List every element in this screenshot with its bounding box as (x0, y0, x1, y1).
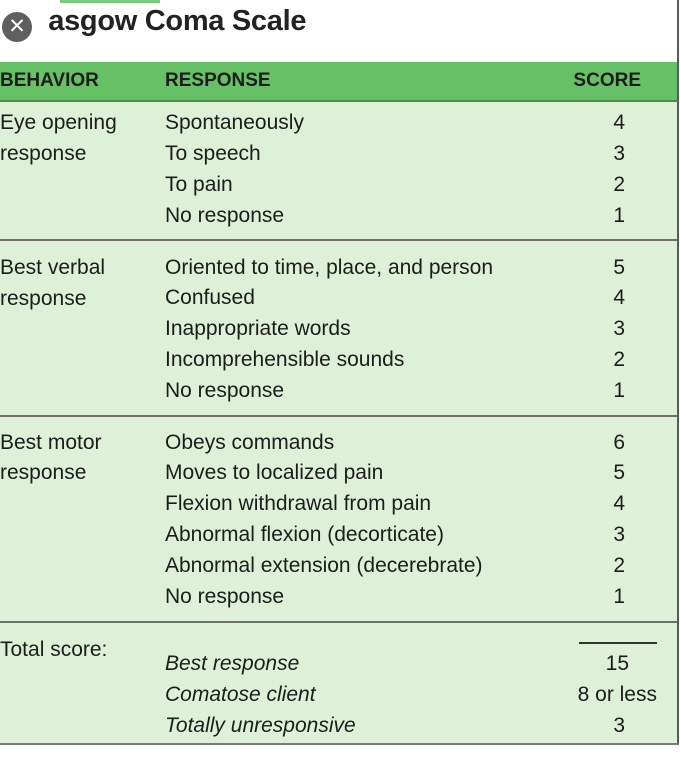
response-text: Spontaneously (165, 111, 304, 134)
title-accent-bar (60, 0, 160, 3)
section-divider (0, 621, 677, 623)
score-value: 5 (613, 256, 625, 279)
score-blank-line (579, 642, 657, 644)
score-value: 2 (613, 173, 625, 196)
behavior-label-line-2: response (0, 461, 87, 484)
score-value: 5 (613, 461, 625, 484)
response-text: Moves to localized pain (165, 461, 384, 484)
response-text: Incomprehensible sounds (165, 348, 405, 371)
behavior-label-line-1: Best verbal (0, 256, 106, 279)
response-text: No response (165, 379, 285, 402)
behavior-label-line-2: response (0, 287, 87, 310)
behavior-label-line-1: Eye opening (0, 111, 117, 134)
response-text: To pain (165, 173, 233, 196)
score-value: 6 (613, 431, 625, 454)
score-value: 3 (613, 317, 625, 340)
title-bar (0, 0, 679, 62)
score-value: 3 (613, 523, 625, 546)
total-score-value: 8 or less (577, 683, 657, 706)
table-header-row (0, 62, 679, 102)
section-best-motor (0, 428, 677, 618)
score-value: 3 (613, 142, 625, 165)
section-total (0, 635, 677, 745)
header-response: RESPONSE (165, 70, 271, 91)
total-response-text: Best response (165, 652, 300, 675)
response-text: Flexion withdrawal from pain (165, 492, 432, 515)
section-divider (0, 239, 677, 241)
header-behavior: BEHAVIOR (0, 70, 99, 91)
total-score-value: 3 (613, 714, 625, 737)
behavior-label-line-1: Best motor (0, 431, 102, 454)
response-text: Confused (165, 286, 255, 309)
table-body (0, 102, 679, 745)
header-score: SCORE (573, 70, 641, 91)
score-value: 1 (613, 379, 625, 402)
response-text: No response (165, 204, 285, 227)
score-value: 1 (613, 204, 625, 227)
score-value: 4 (613, 111, 625, 134)
total-response-text: Totally unresponsive (165, 714, 356, 737)
section-eye-opening (0, 108, 677, 238)
score-value: 1 (613, 585, 625, 608)
section-divider (0, 415, 677, 417)
score-value: 4 (613, 492, 625, 515)
section-best-verbal (0, 253, 677, 413)
total-score-value: 15 (605, 652, 629, 675)
score-value: 2 (613, 554, 625, 577)
response-text: Oriented to time, place, and person (165, 256, 494, 279)
response-text: No response (165, 585, 285, 608)
response-text: Abnormal flexion (decorticate) (165, 523, 444, 546)
behavior-label-line-2: response (0, 142, 87, 165)
total-response-text: Comatose client (165, 683, 316, 706)
score-value: 2 (613, 348, 625, 371)
close-icon[interactable]: ✕ (2, 12, 32, 42)
response-text: Abnormal extension (decerebrate) (165, 554, 483, 577)
response-text: Inappropriate words (165, 317, 351, 340)
response-text: To speech (165, 142, 261, 165)
page-title: asgow Coma Scale (48, 5, 307, 37)
score-value: 4 (613, 286, 625, 309)
total-score-label: Total score: (0, 638, 108, 661)
response-text: Obeys commands (165, 431, 335, 454)
